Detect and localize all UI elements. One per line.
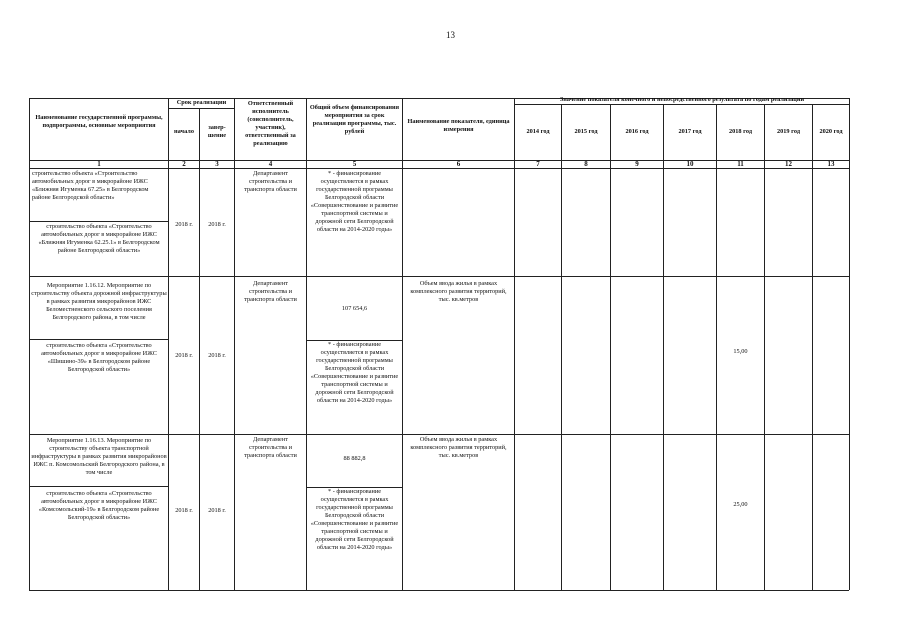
table-cell-finance: 107 654,6 bbox=[341, 305, 368, 312]
header-finance: Общий объем финансирования мероприятия за срок реализации программы, тыс. рублей bbox=[309, 104, 400, 135]
number-row-bottom bbox=[29, 168, 849, 169]
col-number-13: 13 bbox=[827, 160, 835, 168]
table-cell-program-name: строительство объекта «Строительство автомобильных дорог в микрорайоне ИЖС «Шишино-39» в Белгородском районе Белгородской области» bbox=[41, 342, 157, 373]
table-cell-executor: Департамент строительства и транспорта области bbox=[244, 436, 297, 459]
header-executor: Ответственный исполнитель (соисполнитель, участник), ответственный за реализацию bbox=[245, 100, 296, 147]
col-border-12 bbox=[812, 104, 813, 590]
header-program-name: Наименование государственной программы, подпрограммы, основные мероприятия bbox=[35, 114, 163, 129]
col-number-2: 2 bbox=[182, 160, 186, 168]
table-cell-start: 2018 г. bbox=[175, 221, 193, 228]
table-cell-indicator: Объем ввода жилья в рамках комплексного развития территорий, тыс. кв.метров bbox=[410, 280, 507, 303]
row1-split bbox=[29, 221, 168, 222]
col-border-2 bbox=[199, 108, 200, 590]
col-border-5 bbox=[402, 98, 403, 590]
table-cell-start: 2018 г. bbox=[175, 507, 193, 514]
table-cell-value-2018: 25,00 bbox=[733, 501, 748, 508]
table-cell-executor: Департамент строительства и транспорта области bbox=[244, 170, 297, 193]
table-cell-end: 2018 г. bbox=[208, 507, 226, 514]
table-cell-finance: 88 882,8 bbox=[343, 455, 366, 462]
header-year-2017: 2017 год bbox=[678, 128, 702, 135]
table-cell-program-name: строительство объекта «Строительство автомобильных дорог в микрорайоне ИЖС «Комсомольский-19» в Белгородском районе Белгородской области» bbox=[38, 490, 160, 521]
row2-split bbox=[29, 339, 168, 340]
col-number-7: 7 bbox=[536, 160, 540, 168]
header-start: начало bbox=[174, 128, 194, 135]
table-cell-finance: * - финансирование осуществляется в рамках государственной программы Белгородской области «Совершенствование и развитие транспортной системы и дорожной сети Белгородской области на 2014-2020 годы» bbox=[310, 170, 399, 233]
header-term: Срок реализации bbox=[176, 99, 227, 106]
col-number-10: 10 bbox=[686, 160, 694, 168]
table-cell-finance: * - финансирование осуществляется в рамках государственной программы Белгородской области «Совершенствование и развитие транспортной системы и дорожной сети Белгородской области на 2014-2020 годы» bbox=[310, 488, 399, 551]
table-cell-executor: Департамент строительства и транспорта области bbox=[244, 280, 297, 303]
header-year-2015: 2015 год bbox=[574, 128, 598, 135]
col-number-4: 4 bbox=[268, 160, 273, 168]
col-border-8 bbox=[610, 104, 611, 590]
col-number-12: 12 bbox=[785, 160, 792, 168]
header-indicator: Наименование показателя, единица измерения bbox=[407, 118, 510, 133]
table-cell-program-name: Мероприятие 1.16.12. Мероприятие по строительству объекта дорожной инфраструктуры в рамках развития микрорайонов ИЖС Беломестненского сельского поселения Белгородского района, в том числе bbox=[31, 282, 167, 321]
header-year-2019: 2019 год bbox=[776, 128, 801, 135]
table-cell-end: 2018 г. bbox=[208, 221, 226, 228]
col-number-1: 1 bbox=[97, 160, 101, 168]
table-cell-finance: * - финансирование осуществляется в рамках государственной программы Белгородской области «Совершенствование и развитие транспортной системы и дорожной сети Белгородской области на 2014-2020 годы» bbox=[310, 341, 399, 404]
table-cell-program-name: Мероприятие 1.16.13. Мероприятие по строительству объекта транспортной инфраструктуры в рамках развития микрорайонов ИЖС п. Комсомольский Белгородского района, в том числе bbox=[31, 437, 167, 476]
row2-bottom bbox=[29, 434, 849, 435]
col-border-13 bbox=[849, 98, 850, 590]
header-values-title: Значение показателя конечного и непосредственного результата по годам реализации bbox=[559, 96, 805, 103]
header-year-2020: 2020 год bbox=[819, 128, 843, 135]
col-number-9: 9 bbox=[635, 160, 639, 168]
col-border-11 bbox=[764, 104, 765, 590]
table-cell-start: 2018 г. bbox=[175, 352, 193, 359]
col-border-10 bbox=[716, 104, 717, 590]
col-number-11: 11 bbox=[737, 160, 744, 168]
header-year-2014: 2014 год bbox=[526, 128, 550, 135]
table-cell-end: 2018 г. bbox=[208, 352, 226, 359]
col-border-7 bbox=[561, 104, 562, 590]
header-year-2016: 2016 год bbox=[625, 128, 649, 135]
col-number-8: 8 bbox=[584, 160, 588, 168]
col-border-9 bbox=[663, 104, 664, 590]
header-end: завер-шение bbox=[207, 124, 227, 139]
row3-split bbox=[29, 486, 168, 487]
col-number-3: 3 bbox=[215, 160, 219, 168]
table-cell-value-2018: 15,00 bbox=[733, 348, 748, 355]
table-cell-program-name: строительство объекта «Строительство автомобильных дорог в микрорайоне ИЖС «Ближняя Игуменка 62.25.1» в Белгородском районе Белгородской области» bbox=[38, 223, 160, 254]
header-sub-line-left bbox=[168, 108, 235, 109]
table-cell-indicator: Объем ввода жилья в рамках комплексного развития территорий, тыс. кв.метров bbox=[410, 436, 507, 459]
header-year-2018: 2018 год bbox=[728, 128, 753, 135]
table-border-bottom bbox=[29, 590, 849, 591]
page-number: 13 bbox=[446, 30, 455, 40]
table-cell-program-name: строительство объекта «Строительство автомобильных дорог в микрорайоне ИЖС «Ближняя Игуменка 67.25» в Белгородском районе Белгородской области» bbox=[32, 170, 149, 201]
col-number-6: 6 bbox=[456, 160, 461, 168]
row1-bottom bbox=[29, 276, 849, 277]
col-number-5: 5 bbox=[352, 160, 357, 168]
col-border-6 bbox=[514, 98, 515, 590]
